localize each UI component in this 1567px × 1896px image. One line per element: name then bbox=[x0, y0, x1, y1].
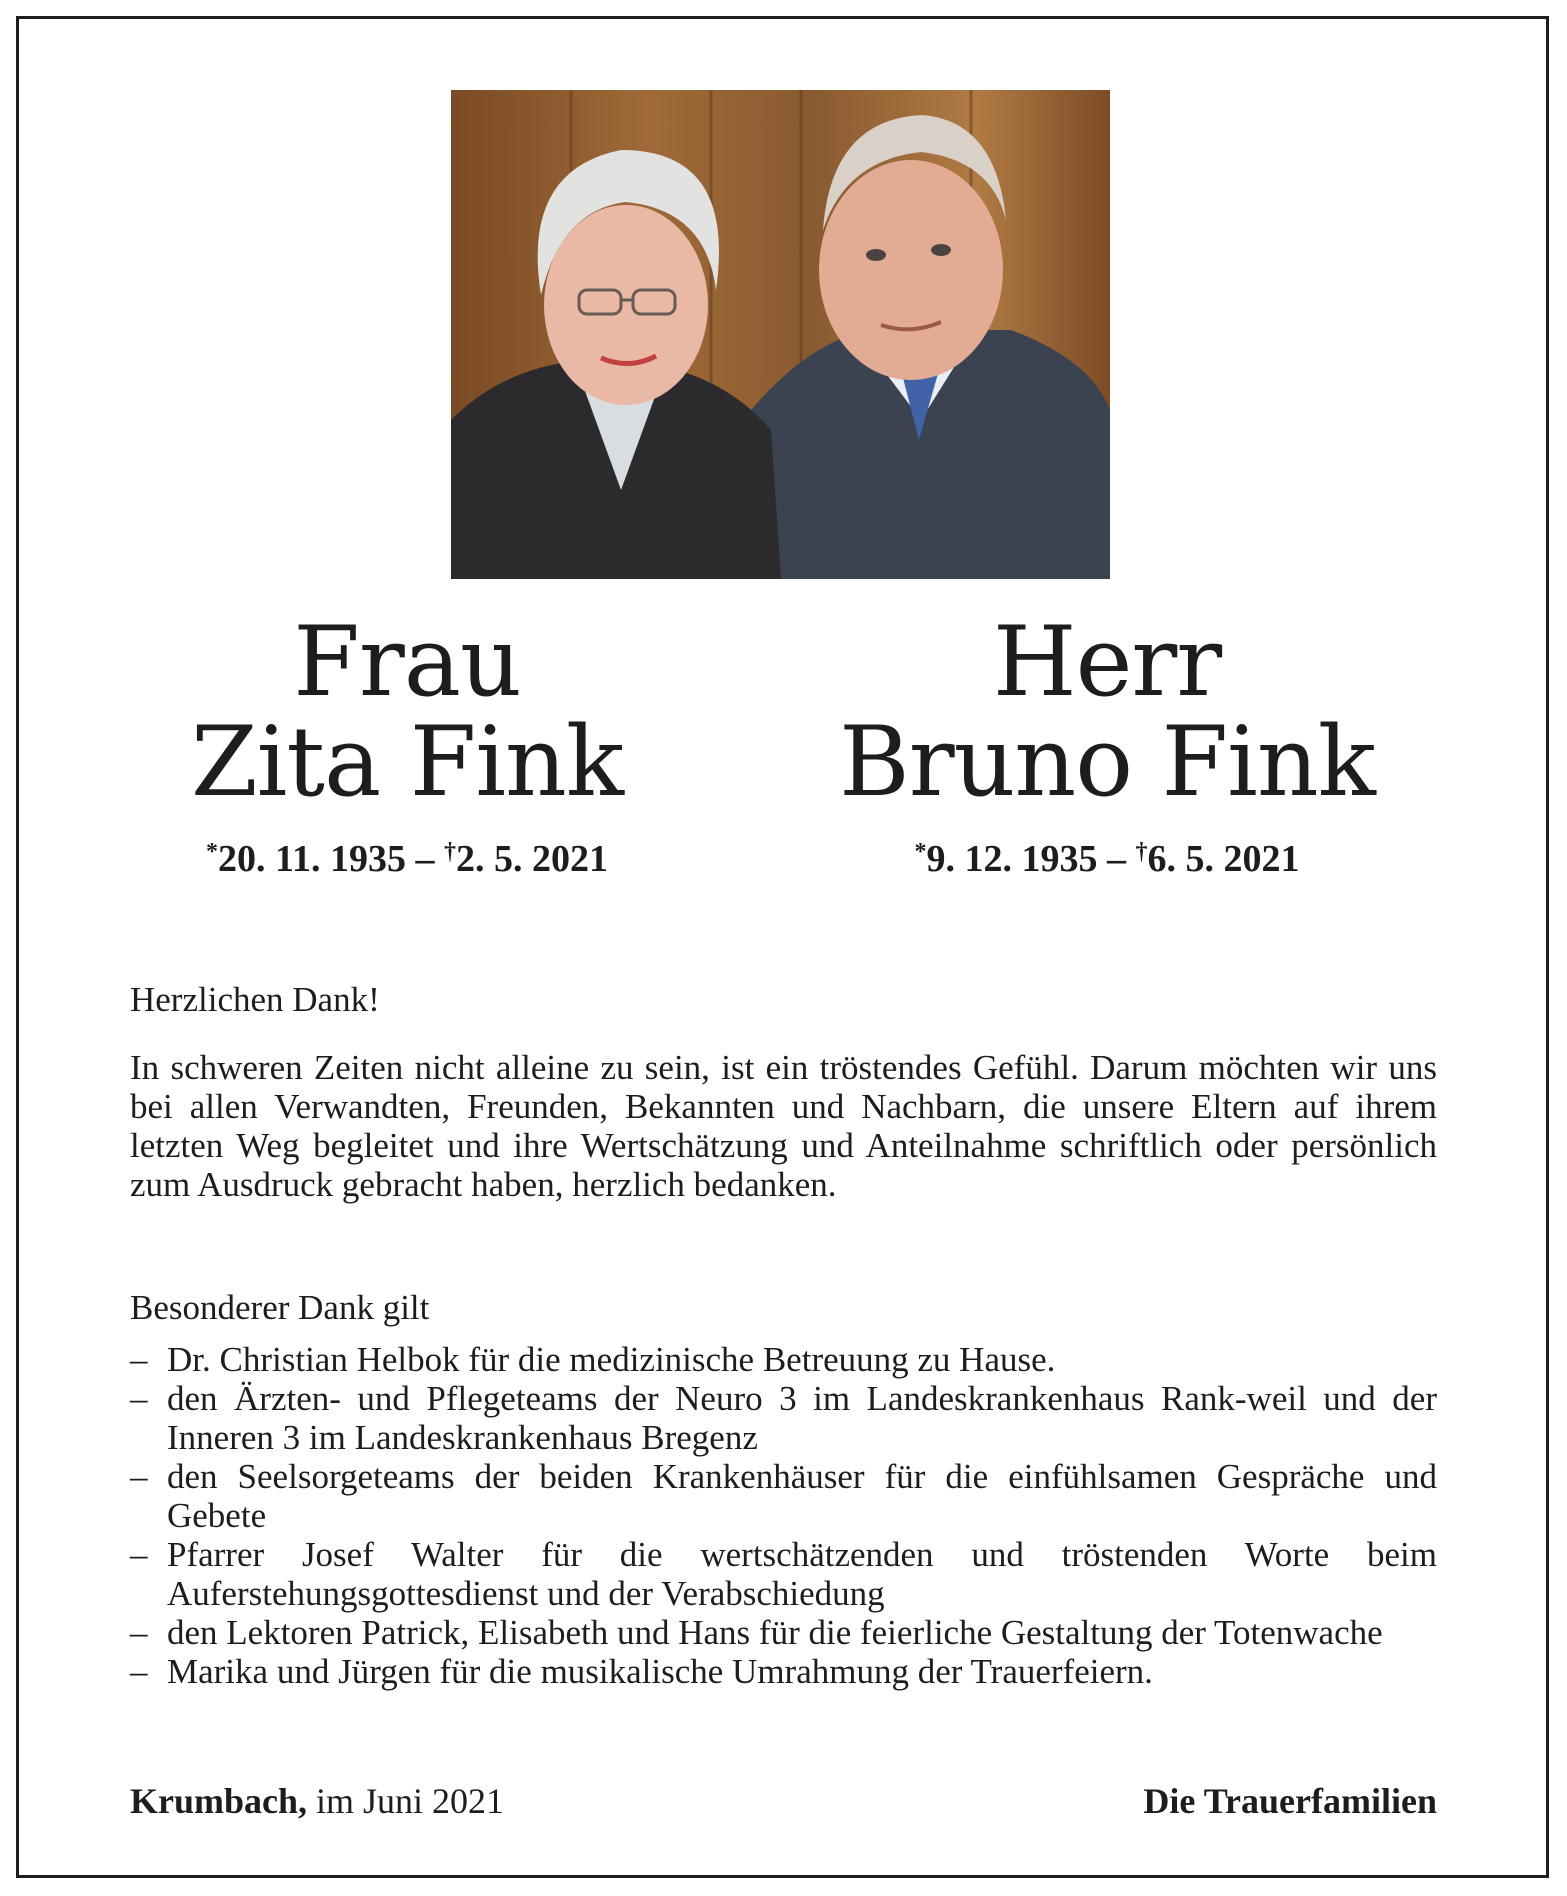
list-item-text: den Ärzten- und Pflegeteams der Neuro 3 im Landeskrankenhaus Rank-weil und der Inneren 3 im Landeskrankenhaus Bregenz bbox=[167, 1379, 1437, 1457]
deceased-bruno bbox=[797, 606, 1417, 881]
couple-photo bbox=[451, 90, 1110, 579]
list-item-text: Dr. Christian Helbok für die medizinische Betreuung zu Hause. bbox=[167, 1340, 1056, 1379]
date-separator: – bbox=[415, 838, 435, 880]
deceased-zita bbox=[97, 606, 717, 881]
list-dash: – bbox=[130, 1379, 148, 1418]
couple-photo-illustration bbox=[451, 90, 1110, 579]
date-separator: – bbox=[1107, 838, 1126, 880]
birth-date: 9. 12. 1935 bbox=[926, 838, 1098, 880]
honorific-bruno: Herr bbox=[992, 606, 1222, 718]
thanks-paragraph: In schweren Zeiten nicht alleine zu sein, ist ein tröstendes Gefühl. Darum möchten wir uns bei allen Verwandten, Freunden, Bekannten und Nachbarn, die unsere Eltern auf ihrem letzten Weg begleitet und ihre Wertschätzung und Anteilnahme schriftlich oder persönlich zum Ausdruck gebracht haben, herzlich bedanken. bbox=[130, 1048, 1437, 1204]
dates-zita bbox=[97, 830, 717, 881]
special-thanks-list bbox=[130, 1340, 1437, 1691]
death-symbol: † bbox=[443, 839, 456, 865]
list-item bbox=[130, 1613, 1437, 1652]
list-item-text: den Seelsorgeteams der beiden Krankenhäuser für die einfühlsamen Gespräche und Gebete bbox=[167, 1457, 1437, 1535]
list-dash: – bbox=[130, 1535, 148, 1574]
footer-place-date bbox=[130, 1781, 504, 1821]
dates-bruno bbox=[797, 830, 1417, 881]
list-item bbox=[130, 1652, 1437, 1691]
footer-place: Krumbach, bbox=[130, 1781, 308, 1821]
special-thanks-intro: Besonderer Dank gilt bbox=[130, 1288, 430, 1327]
list-item bbox=[130, 1379, 1437, 1457]
list-item-text: den Lektoren Patrick, Elisabeth und Hans für die feierliche Gestaltung der Totenwache bbox=[167, 1613, 1383, 1652]
death-symbol: † bbox=[1135, 839, 1148, 865]
greeting: Herzlichen Dank! bbox=[130, 980, 380, 1019]
footer-date: im Juni 2021 bbox=[316, 1781, 505, 1821]
birth-symbol: * bbox=[914, 839, 927, 865]
name-zita: Zita Fink bbox=[190, 706, 624, 818]
list-dash: – bbox=[130, 1340, 148, 1379]
birth-symbol: * bbox=[206, 839, 219, 865]
list-item bbox=[130, 1457, 1437, 1535]
list-item-text: Pfarrer Josef Walter für die wertschätzenden und tröstenden Worte beim Auferstehungsgottesdienst und der Verabschiedung bbox=[167, 1535, 1437, 1613]
list-dash: – bbox=[130, 1613, 148, 1652]
death-date: 6. 5. 2021 bbox=[1147, 838, 1300, 880]
list-item bbox=[130, 1340, 1437, 1379]
footer-signature: Die Trauerfamilien bbox=[1143, 1781, 1437, 1821]
honorific-zita: Frau bbox=[293, 606, 521, 718]
list-dash: – bbox=[130, 1457, 148, 1496]
list-item bbox=[130, 1535, 1437, 1613]
list-dash: – bbox=[130, 1652, 148, 1691]
list-item-text: Marika und Jürgen für die musikalische Umrahmung der Trauerfeiern. bbox=[167, 1652, 1153, 1691]
birth-date: 20. 11. 1935 bbox=[218, 838, 406, 880]
death-date: 2. 5. 2021 bbox=[455, 838, 608, 880]
name-bruno: Bruno Fink bbox=[839, 706, 1375, 818]
